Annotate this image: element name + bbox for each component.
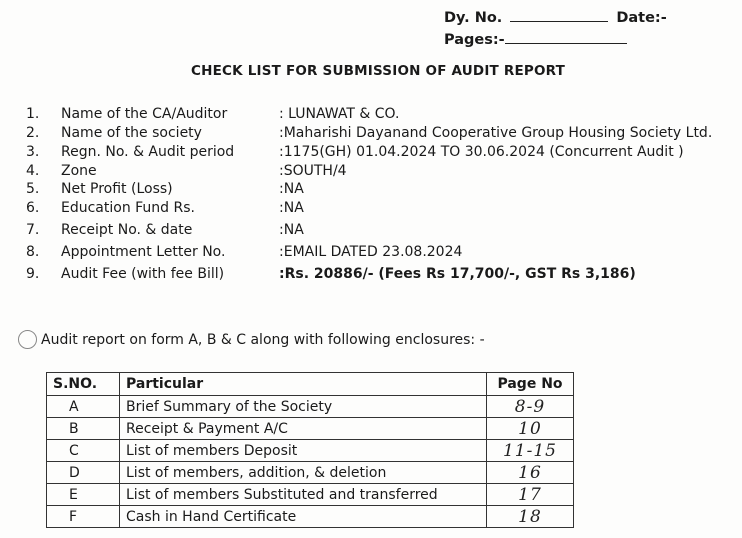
checklist-item: [26, 144, 736, 163]
cell-sno: B: [47, 418, 120, 440]
table-row: [47, 484, 574, 506]
date-label: Date:-: [616, 10, 667, 26]
checklist-item: [26, 163, 736, 181]
item-label: Audit Fee (with fee Bill): [61, 266, 225, 282]
item-value: :1175(GH) 01.04.2024 TO 30.06.2024 (Concurrent Audit ): [279, 144, 684, 160]
item-value: :EMAIL DATED 23.08.2024: [279, 244, 463, 260]
item-value: :Rs. 20886/- (Fees Rs 17,700/-, GST Rs 3,186): [279, 266, 636, 282]
item-value: :NA: [279, 181, 304, 197]
cell-page-no: 10: [487, 418, 574, 440]
cell-particular: Receipt & Payment A/C: [120, 418, 487, 440]
dy-no-label: Dy. No.: [444, 10, 503, 26]
cell-particular: Cash in Hand Certificate: [120, 506, 487, 528]
table-row: [47, 440, 574, 462]
item-number: 6.: [26, 200, 40, 216]
cell-page-no: 16: [487, 462, 574, 484]
checklist-item: [26, 125, 736, 144]
table-row: [47, 396, 574, 418]
col-header-sno: S.NO.: [47, 373, 120, 396]
item-number: 3.: [26, 144, 40, 160]
cell-particular: Brief Summary of the Society: [120, 396, 487, 418]
cell-particular: List of members, addition, & deletion: [120, 462, 487, 484]
item-label: Name of the society: [61, 125, 202, 141]
checklist-item: [26, 106, 736, 125]
item-label: Net Profit (Loss): [61, 181, 173, 197]
checklist-item: [26, 266, 736, 285]
table-row: [47, 418, 574, 440]
enclosures-table: [46, 372, 574, 528]
cell-sno: E: [47, 484, 120, 506]
item-number: 2.: [26, 125, 40, 141]
cell-page-no: 8-9: [487, 396, 574, 418]
enclosure-line: [18, 330, 485, 349]
table-row: [47, 506, 574, 528]
item-number: 9.: [26, 266, 40, 282]
checklist-item: [26, 181, 736, 200]
cell-page-no: 11-15: [487, 440, 574, 462]
item-number: 4.: [26, 163, 40, 179]
item-label: Regn. No. & Audit period: [61, 144, 235, 160]
cell-sno: D: [47, 462, 120, 484]
cell-particular: List of members Substituted and transferred: [120, 484, 487, 506]
pages-label: Pages:-: [444, 32, 505, 48]
item-value: :NA: [279, 222, 304, 238]
item-value: :Maharishi Dayanand Cooperative Group Housing Society Ltd.: [279, 125, 713, 141]
table-header-row: [47, 373, 574, 396]
enclosure-text: Audit report on form A, B & C along with following enclosures: -: [41, 331, 485, 348]
item-label: Receipt No. & date: [61, 222, 193, 238]
item-value: :NA: [279, 200, 304, 216]
cell-page-no: 18: [487, 506, 574, 528]
cell-sno: C: [47, 440, 120, 462]
table-row: [47, 462, 574, 484]
col-header-particular: Particular: [120, 373, 487, 396]
dy-no-blank: [510, 6, 608, 22]
item-label: Zone: [61, 163, 97, 179]
item-number: 7.: [26, 222, 40, 238]
item-value: : LUNAWAT & CO.: [279, 106, 400, 122]
item-label: Appointment Letter No.: [61, 244, 226, 260]
checklist-item: [26, 244, 736, 266]
item-value: :SOUTH/4: [279, 163, 347, 179]
item-label: Name of the CA/Auditor: [61, 106, 228, 122]
cell-particular: List of members Deposit: [120, 440, 487, 462]
col-header-page-no: Page No: [487, 373, 574, 396]
checklist-item: [26, 200, 736, 222]
cell-sno: A: [47, 396, 120, 418]
header-fields: [444, 6, 667, 50]
cell-sno: F: [47, 506, 120, 528]
item-label: Education Fund Rs.: [61, 200, 195, 216]
pages-blank: [505, 28, 627, 44]
item-number: 1.: [26, 106, 40, 122]
checklist-item: [26, 222, 736, 244]
bullet-circle-icon: [18, 330, 37, 349]
document-title: CHECK LIST FOR SUBMISSION OF AUDIT REPORT: [191, 63, 566, 79]
item-number: 8.: [26, 244, 40, 260]
item-number: 5.: [26, 181, 40, 197]
checklist-items: [26, 106, 736, 285]
cell-page-no: 17: [487, 484, 574, 506]
